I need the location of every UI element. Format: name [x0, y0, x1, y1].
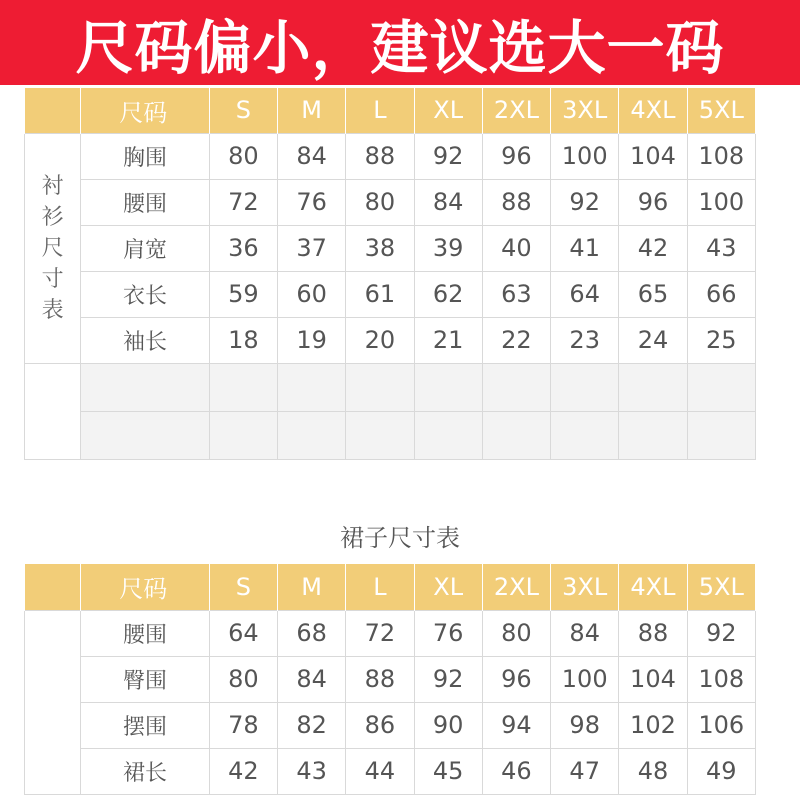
skirt-size-5XL: 5XL	[687, 564, 755, 610]
cell: 44	[346, 748, 414, 794]
cell: 37	[278, 225, 346, 271]
skirt-size-S: S	[209, 564, 277, 610]
cell: 78	[209, 702, 277, 748]
shirt-blank-side	[25, 363, 81, 459]
cell: 84	[551, 610, 619, 656]
table-row	[25, 179, 756, 225]
cell: 88	[482, 179, 550, 225]
blank-cell	[209, 411, 277, 459]
cell: 61	[346, 271, 414, 317]
cell: 106	[687, 702, 755, 748]
blank-cell	[687, 363, 755, 411]
cell: 42	[619, 225, 687, 271]
cell: 24	[619, 317, 687, 363]
cell: 45	[414, 748, 482, 794]
cell: 47	[551, 748, 619, 794]
blank-cell	[414, 411, 482, 459]
skirt-size-2XL: 2XL	[482, 564, 550, 610]
blank-cell	[551, 363, 619, 411]
shirt-header-corner	[25, 88, 81, 133]
cell: 76	[414, 610, 482, 656]
skirt-size-table	[24, 564, 756, 795]
skirt-header-label: 尺码	[81, 564, 210, 610]
blank-cell	[482, 363, 550, 411]
blank-cell	[278, 411, 346, 459]
cell: 92	[414, 133, 482, 179]
blank-cell	[81, 411, 210, 459]
shirt-size-4XL: 4XL	[619, 88, 687, 133]
shirt-size-3XL: 3XL	[551, 88, 619, 133]
skirt-size-M: M	[278, 564, 346, 610]
banner	[0, 0, 800, 85]
cell: 96	[482, 133, 550, 179]
skirt-table-title: 裙子尺寸表	[340, 524, 460, 552]
cell: 100	[551, 133, 619, 179]
table-row	[25, 225, 756, 271]
cell: 88	[619, 610, 687, 656]
shirt-size-5XL: 5XL	[687, 88, 755, 133]
cell: 100	[687, 179, 755, 225]
cell: 64	[209, 610, 277, 656]
skirt-size-3XL: 3XL	[551, 564, 619, 610]
cell: 108	[687, 133, 755, 179]
cell: 104	[619, 133, 687, 179]
cell: 60	[278, 271, 346, 317]
cell: 68	[278, 610, 346, 656]
row-name: 摆围	[81, 702, 210, 748]
cell: 43	[278, 748, 346, 794]
table-row	[25, 702, 756, 748]
row-name: 臀围	[81, 656, 210, 702]
shirt-side-label-text: 衬衫尺寸表	[41, 173, 64, 323]
cell: 72	[209, 179, 277, 225]
cell: 21	[414, 317, 482, 363]
cell: 66	[687, 271, 755, 317]
cell: 104	[619, 656, 687, 702]
table-row	[25, 271, 756, 317]
cell: 59	[209, 271, 277, 317]
shirt-header-row	[25, 88, 756, 133]
shirt-size-S: S	[209, 88, 277, 133]
cell: 88	[346, 656, 414, 702]
cell: 64	[551, 271, 619, 317]
blank-cell	[209, 363, 277, 411]
skirt-size-4XL: 4XL	[619, 564, 687, 610]
cell: 65	[619, 271, 687, 317]
cell: 42	[209, 748, 277, 794]
cell: 36	[209, 225, 277, 271]
cell: 84	[278, 133, 346, 179]
row-name: 腰围	[81, 179, 210, 225]
blank-cell	[346, 411, 414, 459]
blank-cell	[81, 363, 210, 411]
table-row	[25, 133, 756, 179]
cell: 40	[482, 225, 550, 271]
cell: 92	[687, 610, 755, 656]
row-name: 衣长	[81, 271, 210, 317]
cell: 82	[278, 702, 346, 748]
cell: 84	[414, 179, 482, 225]
cell: 80	[209, 133, 277, 179]
cell: 43	[687, 225, 755, 271]
cell: 49	[687, 748, 755, 794]
cell: 84	[278, 656, 346, 702]
row-name: 胸围	[81, 133, 210, 179]
table-row	[25, 317, 756, 363]
skirt-header-row	[25, 564, 756, 610]
shirt-size-L: L	[346, 88, 414, 133]
cell: 90	[414, 702, 482, 748]
cell: 39	[414, 225, 482, 271]
shirt-side-label	[25, 133, 81, 363]
blank-cell	[482, 411, 550, 459]
banner-text: 尺码偏小，建议选大一码	[75, 13, 725, 82]
blank-cell	[346, 363, 414, 411]
table-row-blank	[25, 363, 756, 411]
cell: 80	[482, 610, 550, 656]
skirt-size-XL: XL	[414, 564, 482, 610]
cell: 94	[482, 702, 550, 748]
cell: 38	[346, 225, 414, 271]
cell: 80	[209, 656, 277, 702]
table-row	[25, 656, 756, 702]
blank-cell	[619, 363, 687, 411]
row-name: 腰围	[81, 610, 210, 656]
cell: 23	[551, 317, 619, 363]
cell: 20	[346, 317, 414, 363]
skirt-size-L: L	[346, 564, 414, 610]
skirt-side-blank	[25, 610, 81, 794]
table-row	[25, 610, 756, 656]
cell: 108	[687, 656, 755, 702]
blank-cell	[687, 411, 755, 459]
row-name: 袖长	[81, 317, 210, 363]
blank-cell	[414, 363, 482, 411]
blank-cell	[551, 411, 619, 459]
shirt-size-XL: XL	[414, 88, 482, 133]
cell: 19	[278, 317, 346, 363]
shirt-size-table	[24, 88, 756, 460]
shirt-size-2XL: 2XL	[482, 88, 550, 133]
cell: 98	[551, 702, 619, 748]
row-name: 肩宽	[81, 225, 210, 271]
cell: 76	[278, 179, 346, 225]
cell: 18	[209, 317, 277, 363]
row-name: 裙长	[81, 748, 210, 794]
cell: 62	[414, 271, 482, 317]
shirt-header-label: 尺码	[81, 88, 210, 133]
cell: 63	[482, 271, 550, 317]
cell: 96	[482, 656, 550, 702]
cell: 80	[346, 179, 414, 225]
cell: 86	[346, 702, 414, 748]
cell: 96	[619, 179, 687, 225]
cell: 92	[414, 656, 482, 702]
cell: 22	[482, 317, 550, 363]
cell: 88	[346, 133, 414, 179]
shirt-size-M: M	[278, 88, 346, 133]
cell: 100	[551, 656, 619, 702]
cell: 25	[687, 317, 755, 363]
cell: 48	[619, 748, 687, 794]
cell: 41	[551, 225, 619, 271]
blank-cell	[619, 411, 687, 459]
cell: 92	[551, 179, 619, 225]
cell: 102	[619, 702, 687, 748]
cell: 46	[482, 748, 550, 794]
skirt-header-corner	[25, 564, 81, 610]
cell: 72	[346, 610, 414, 656]
table-row	[25, 748, 756, 794]
blank-cell	[278, 363, 346, 411]
table-row-blank	[25, 411, 756, 459]
